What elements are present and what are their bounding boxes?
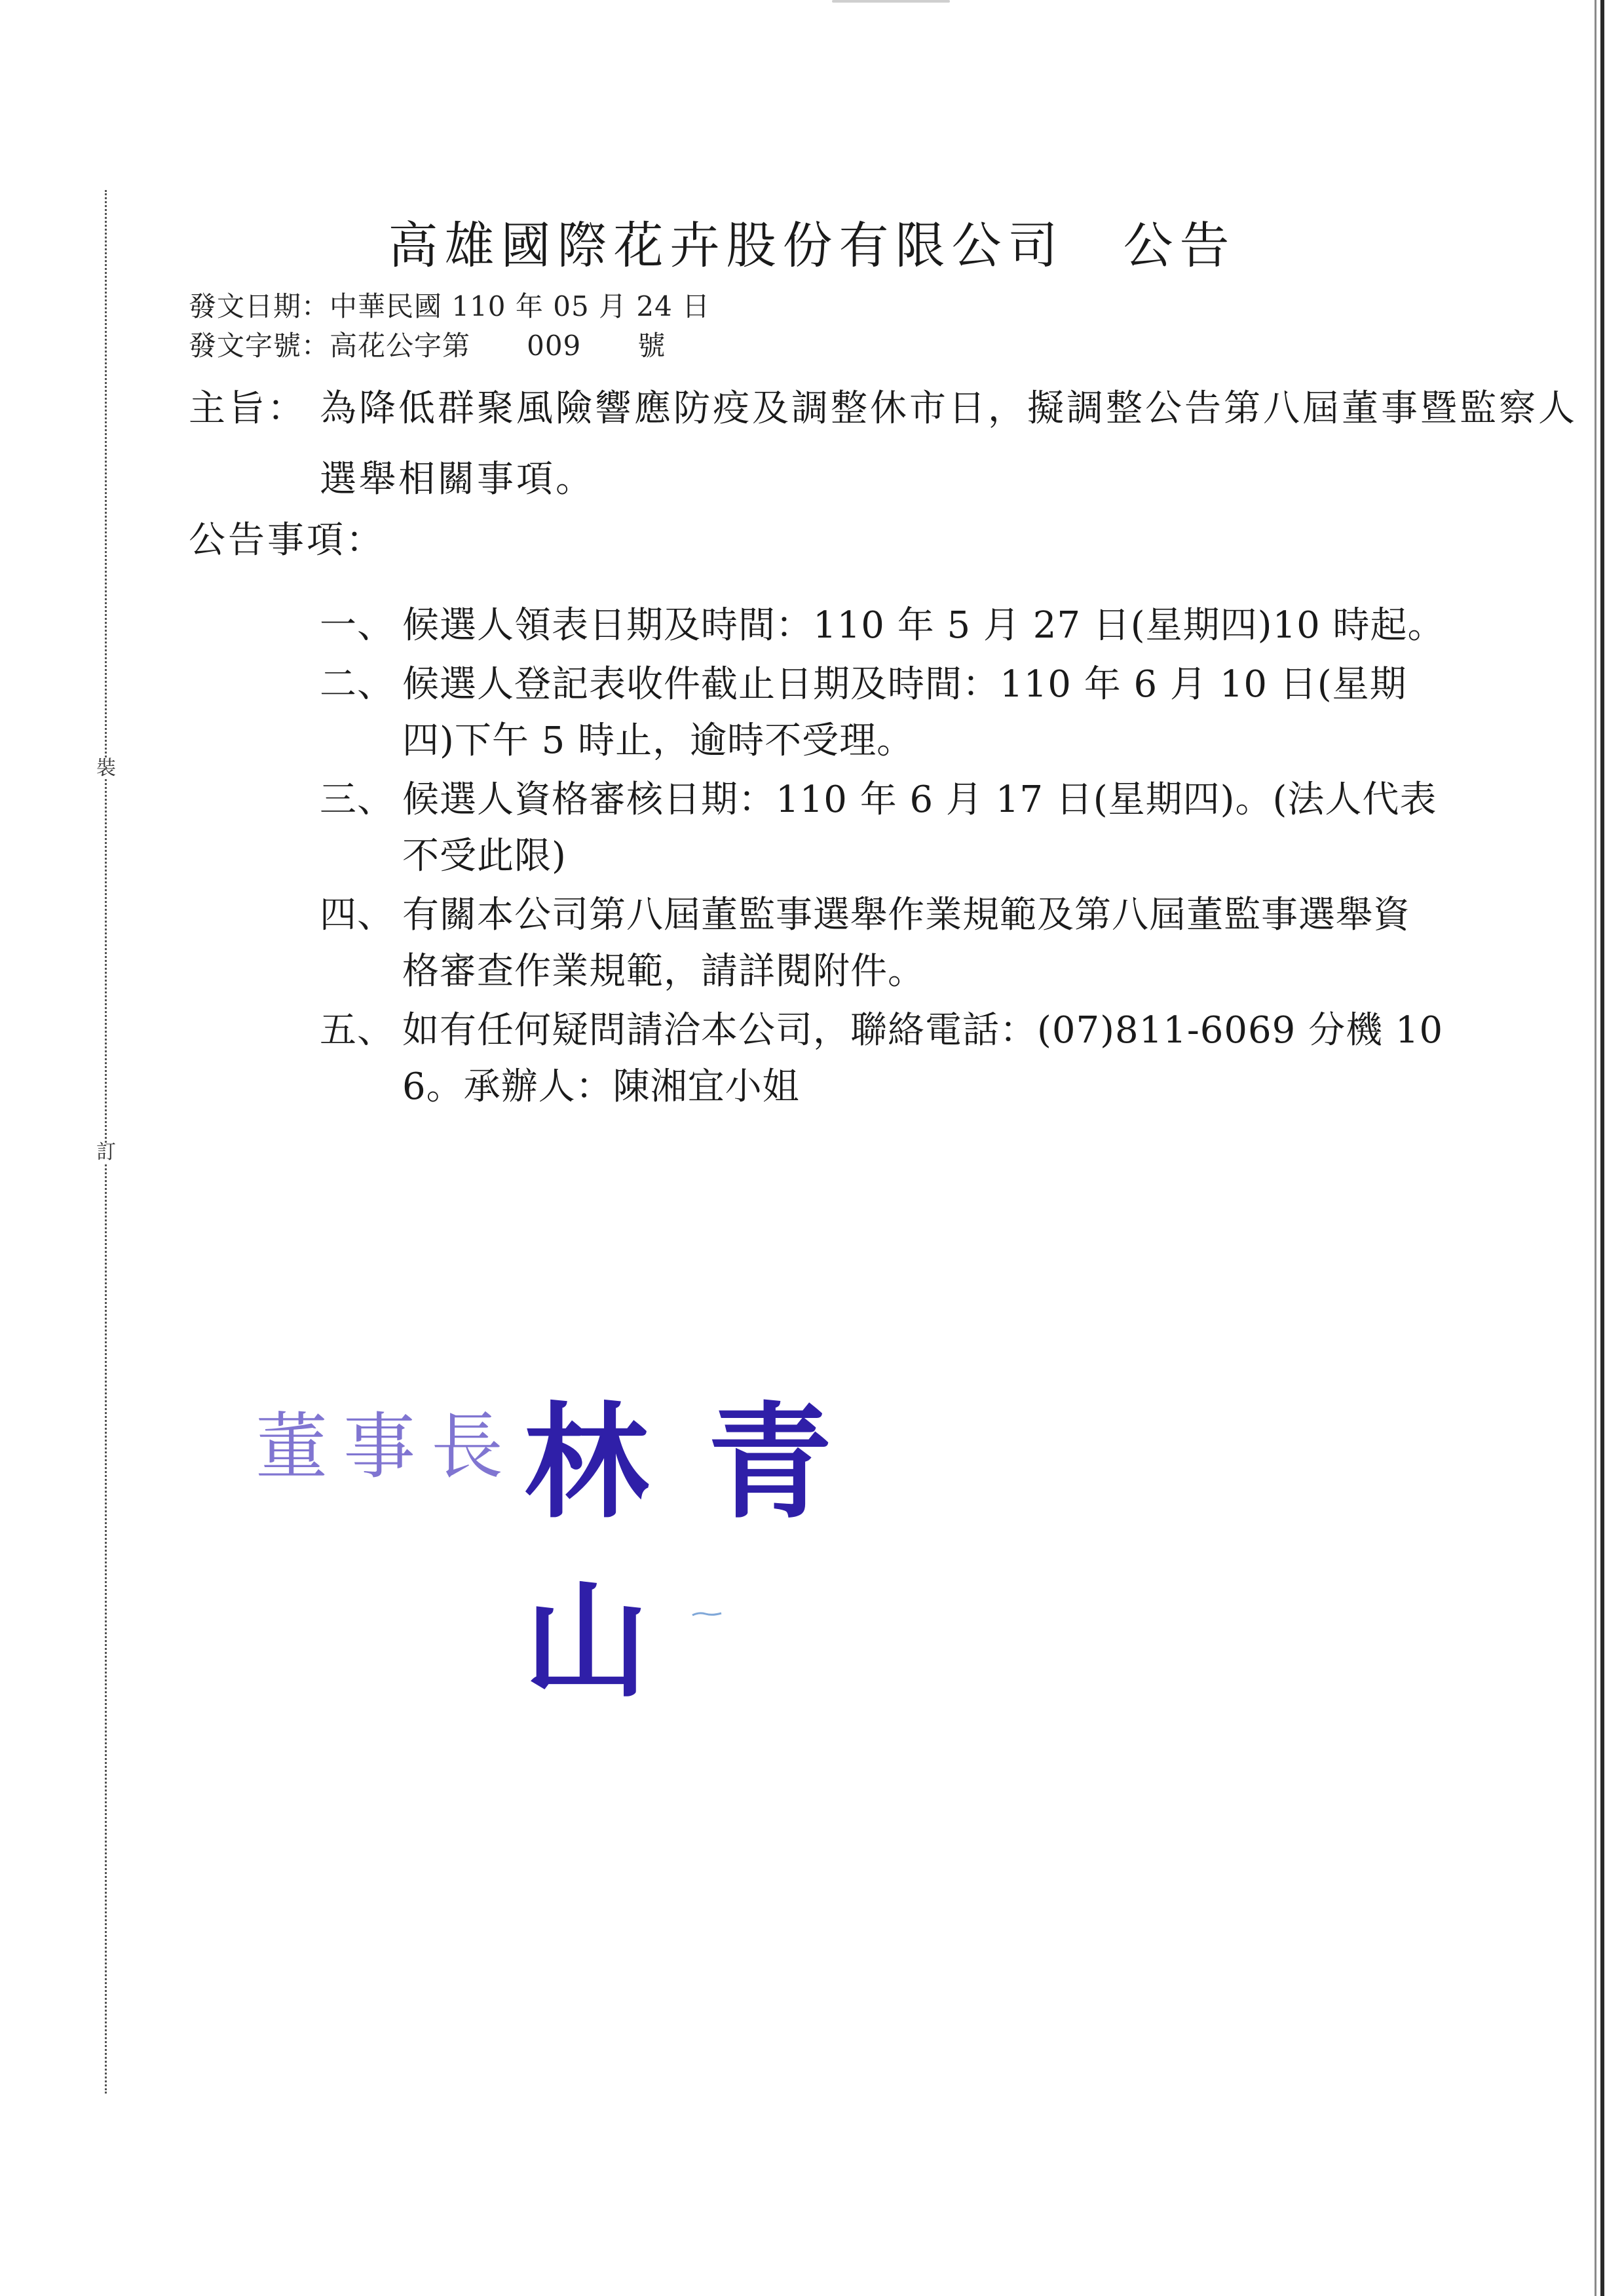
document-title (0, 216, 1624, 275)
list-item (320, 1003, 1446, 1115)
signature-title: 董事長 (255, 1405, 519, 1489)
item-number: 四、 (320, 894, 394, 936)
item-number: 五、 (320, 1009, 394, 1052)
binding-mark-zhuang: 裝 (96, 757, 116, 780)
item-text: 候選人資格審核日期：110 年 6 月 17 日(星期四)。(法人代表不受此限) (402, 778, 1437, 877)
item-text: 候選人登記表收件截止日期及時間：110 年 6 月 10 日(星期四)下午 5 時止，逾時不受理。 (402, 663, 1407, 762)
items-heading: 公告事項： (189, 519, 385, 562)
issue-number: 發文字號：高花公字第 009 號 (189, 330, 666, 362)
list-item (320, 772, 1446, 885)
scan-edge (1600, 0, 1604, 2296)
item-number: 一、 (320, 604, 394, 647)
list-item (320, 887, 1446, 1000)
item-number: 二、 (320, 663, 394, 706)
document-type: 公告 (1123, 216, 1236, 275)
item-text: 如有任何疑問請洽本公司，聯絡電話：(07)811-6069 分機 106。承辦人：陳湘宜小姐 (402, 1009, 1444, 1108)
binding-mark-ding: 訂 (96, 1141, 116, 1164)
subject-label: 主旨： (189, 387, 307, 430)
signature-name: 林青山 (524, 1389, 892, 1714)
scan-edge-inner (1595, 0, 1596, 2296)
chairman-signature-stamp (255, 1350, 1042, 1714)
company-name: 高雄國際花卉股份有限公司 (388, 216, 1065, 275)
subject-text: 為降低群聚風險響應防疫及調整休市日，擬調整公告第八屆董事暨監察人選舉相關事項。 (320, 387, 1577, 501)
item-number: 三、 (320, 778, 394, 821)
list-item (320, 598, 1446, 654)
item-text: 有關本公司第八屆董監事選舉作業規範及第八屆董監事選舉資格審查作業規範，請詳閱附件。 (402, 894, 1410, 993)
issue-date: 發文日期：中華民國 110 年 05 月 24 日 (189, 290, 711, 322)
list-item (320, 657, 1446, 769)
announcement-items (320, 598, 1446, 1118)
item-text: 候選人領表日期及時間：110 年 5 月 27 日(星期四)10 時起。 (402, 604, 1445, 647)
ink-speck (691, 1611, 723, 1617)
scan-artifact (832, 0, 950, 3)
